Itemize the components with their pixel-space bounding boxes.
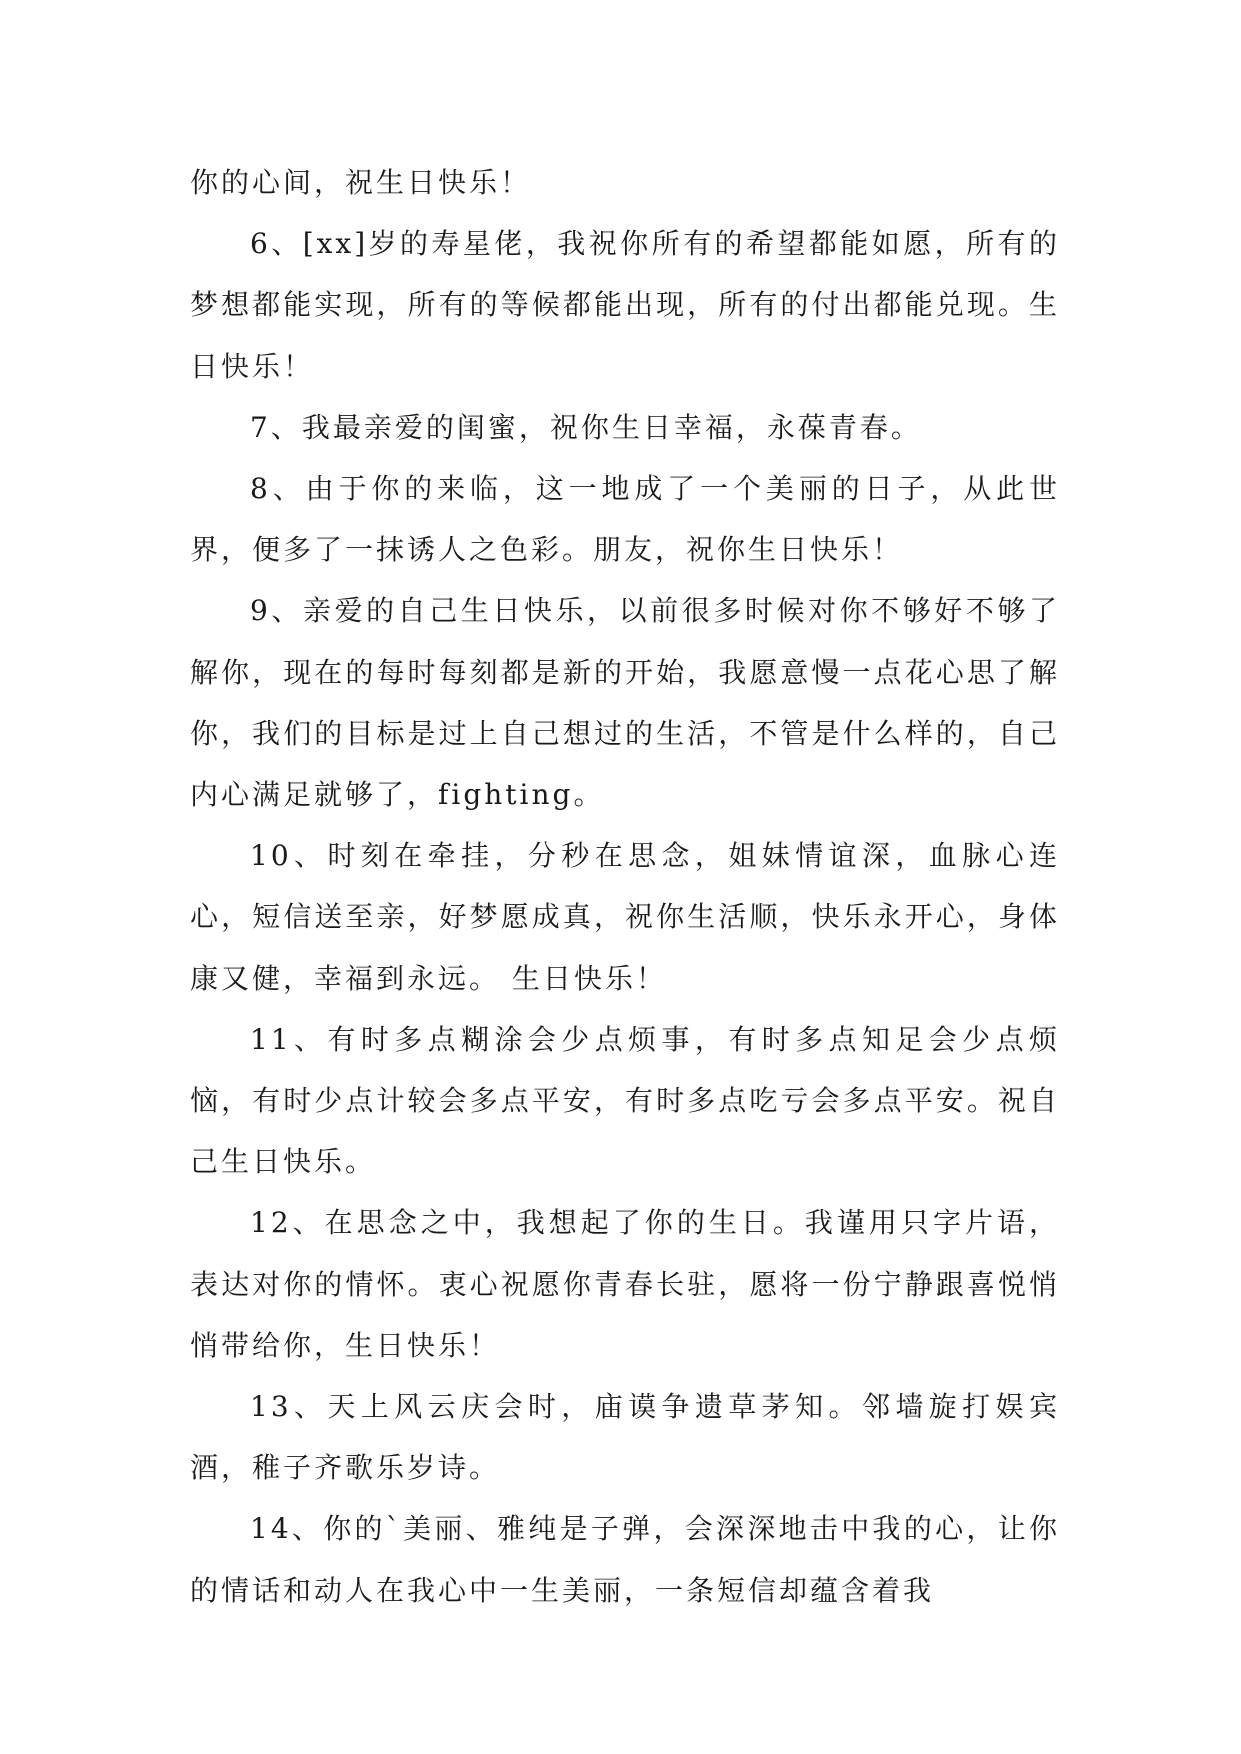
list-item: 9、亲爱的自己生日快乐，以前很多时候对你不够好不够了解你，现在的每时每刻都是新的开始，我愿意慢一点花心思了解你，我们的目标是过上自己想过的生活，不管是什么样的，自己内心满足就够了，fighting。 [190, 594, 1060, 812]
list-item: 6、[xx]岁的寿星佬，我祝你所有的希望都能如愿，所有的梦想都能实现，所有的等候都能出现，所有的付出都能兑现。生日快乐！ [190, 227, 1060, 383]
list-item: 7、我最亲爱的闺蜜，祝你生日幸福，永葆青春。 [250, 410, 922, 444]
list-item: 13、天上风云庆会时，庙谟争遗草茅知。邻墙旋打娱宾酒，稚子齐歌乐岁诗。 [190, 1390, 1060, 1485]
list-item: 14、你的`美丽、雅纯是子弹，会深深地击中我的心，让你的情话和动人在我心中一生美丽，一条短信却蕴含着我 [190, 1512, 1060, 1607]
document-body [190, 152, 1060, 1621]
list-item: 12、在思念之中，我想起了你的生日。我谨用只字片语，表达对你的情怀。衷心祝愿你青春长驻，愿将一份宁静跟喜悦悄悄带给你，生日快乐！ [190, 1206, 1060, 1362]
list-item: 8、由于你的来临，这一地成了一个美丽的日子，从此世界，便多了一抹诱人之色彩。朋友，祝你生日快乐！ [190, 472, 1060, 567]
list-item: 10、时刻在牵挂，分秒在思念，姐妹情谊深，血脉心连心，短信送至亲，好梦愿成真，祝你生活顺，快乐永开心，身体康又健，幸福到永远。 生日快乐！ [190, 839, 1060, 995]
paragraph-continuation: 你的心间，祝生日快乐！ [190, 166, 532, 199]
list-item: 11、有时多点糊涂会少点烦事，有时多点知足会少点烦恼，有时少点计较会多点平安，有时多点吃亏会多点平安。祝自己生日快乐。 [190, 1022, 1060, 1179]
